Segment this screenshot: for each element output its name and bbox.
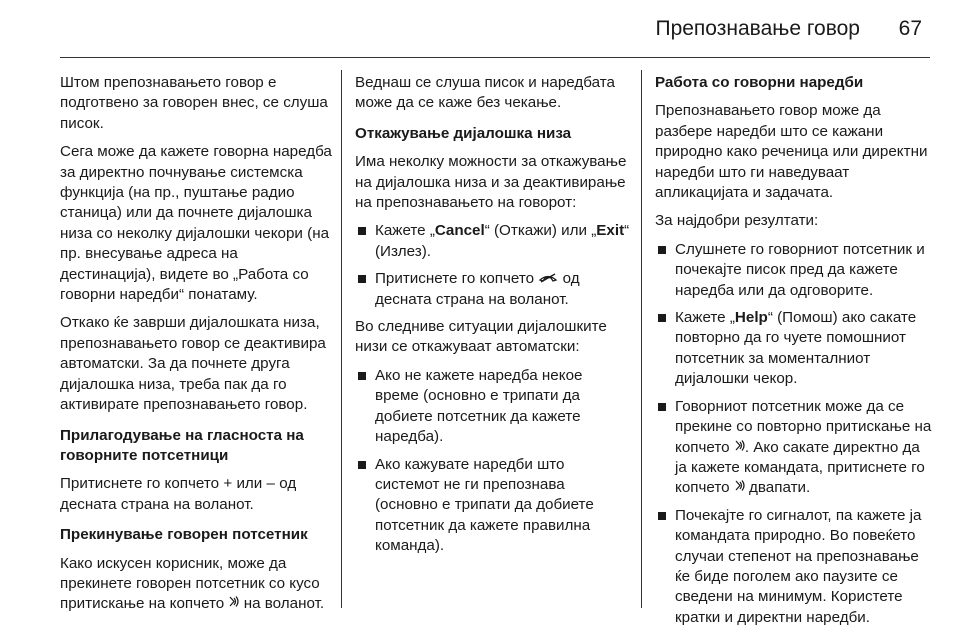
- column-divider-2: [641, 70, 642, 608]
- paragraph: Сега може да кажете говорна наредба за директно почнување системска функција (на пр., пуштање радио станица) или да почнете дијалошка низа со неколку дијалошки чекори (на пр. внесување адреса на дестинација), видете во „Работа со говорни наредби“ понатаму.: [60, 143, 332, 304]
- paragraph: Препознавањето говор може да разбере наредби што се кажани природно како реченица или директни наредби што ги наведуваат апликацијата и задачата.: [655, 102, 928, 202]
- column-divider-1: [341, 70, 342, 608]
- voice-button-icon: [228, 594, 239, 614]
- paragraph: Во следниве ситуации дијалошките низи се откажуваат автоматски:: [355, 318, 607, 356]
- column-3: [655, 73, 935, 635]
- page-header: [60, 0, 930, 58]
- hang-up-icon: [538, 269, 558, 289]
- plus-icon: +: [223, 475, 233, 493]
- list-item: Притиснете го копчето од десната страна на воланот.: [355, 269, 630, 310]
- paragraph: Веднаш се слуша писок и наредбата може да се каже без чекање.: [355, 74, 615, 112]
- cancel-options-list: [355, 221, 630, 310]
- list-item: Почекајте го сигналот, па кажете ја командата природно. Во повеќето случаи степенот на препознавање ќе биде поголем ако паузите се сведени на минимум. Користете кратки и директни наредби.: [655, 506, 935, 628]
- section-heading-interrupt: Прекинување говорен потсетник: [60, 526, 308, 544]
- paragraph: Штом препознавањето говор е подготвено за говорен внес, се слуша писок.: [60, 74, 328, 132]
- paragraph: Како искусен корисник, може да прекинете говорен потсетник со кусо притискање на копчето на воланот.: [60, 554, 332, 615]
- section-heading-cancel: Откажување дијалошка низа: [355, 124, 572, 142]
- paragraph: За најдобри резултати:: [655, 212, 819, 230]
- section-heading-commands: Работа со говорни наредби: [655, 74, 864, 91]
- section-heading-volume: Прилагодување на гласноста на говорните потсетници: [60, 426, 304, 464]
- auto-cancel-list: [355, 366, 630, 557]
- page-title: Препознавање говор: [655, 17, 860, 40]
- list-item: Говорниот потсетник може да се прекине со повторно притискање на копчето . Ако сакате директно да ја кажете командата, притиснете го копчето двапати.: [655, 397, 935, 499]
- list-item: Ако кажувате наредби што системот не ги препознава (основно е трипати да добиете потсетник да кажете правилна команда).: [355, 455, 630, 557]
- voice-button-icon: [734, 438, 745, 458]
- list-item: Ако не кажете наредба некое време (основно е трипати да добиете потсетник да кажете наредба).: [355, 366, 630, 448]
- tips-list: [655, 240, 935, 628]
- page-number: 67: [898, 17, 922, 40]
- paragraph: Има неколку можности за откажување на дијалошка низа и за деактивирање на препознавањето на говорот:: [355, 153, 627, 212]
- list-item: Кажете „Help“ (Помош) ако сакате повторно да го чуете помошниот потсетник за моменталниот дијалошки чекор.: [655, 308, 935, 390]
- minus-icon: –: [266, 475, 275, 493]
- column-1: [60, 73, 332, 623]
- paragraph: Откако ќе заврши дијалошката низа, препознавањето говор се деактивира автоматски. За да почнете друга дијалошка низа, треба пак да го активирате препознавањето говор.: [60, 314, 326, 414]
- column-2: [355, 73, 630, 564]
- list-item: Слушнете го говорниот потсетник и почекајте писок пред да кажете наредба или да одговорите.: [655, 240, 935, 301]
- paragraph: Притиснете го копчето + или – од десната страна на воланот.: [60, 475, 297, 513]
- list-item: Кажете „Cancel“ (Откажи) или „Exit“ (Излез).: [355, 221, 630, 262]
- voice-button-icon: [734, 478, 745, 498]
